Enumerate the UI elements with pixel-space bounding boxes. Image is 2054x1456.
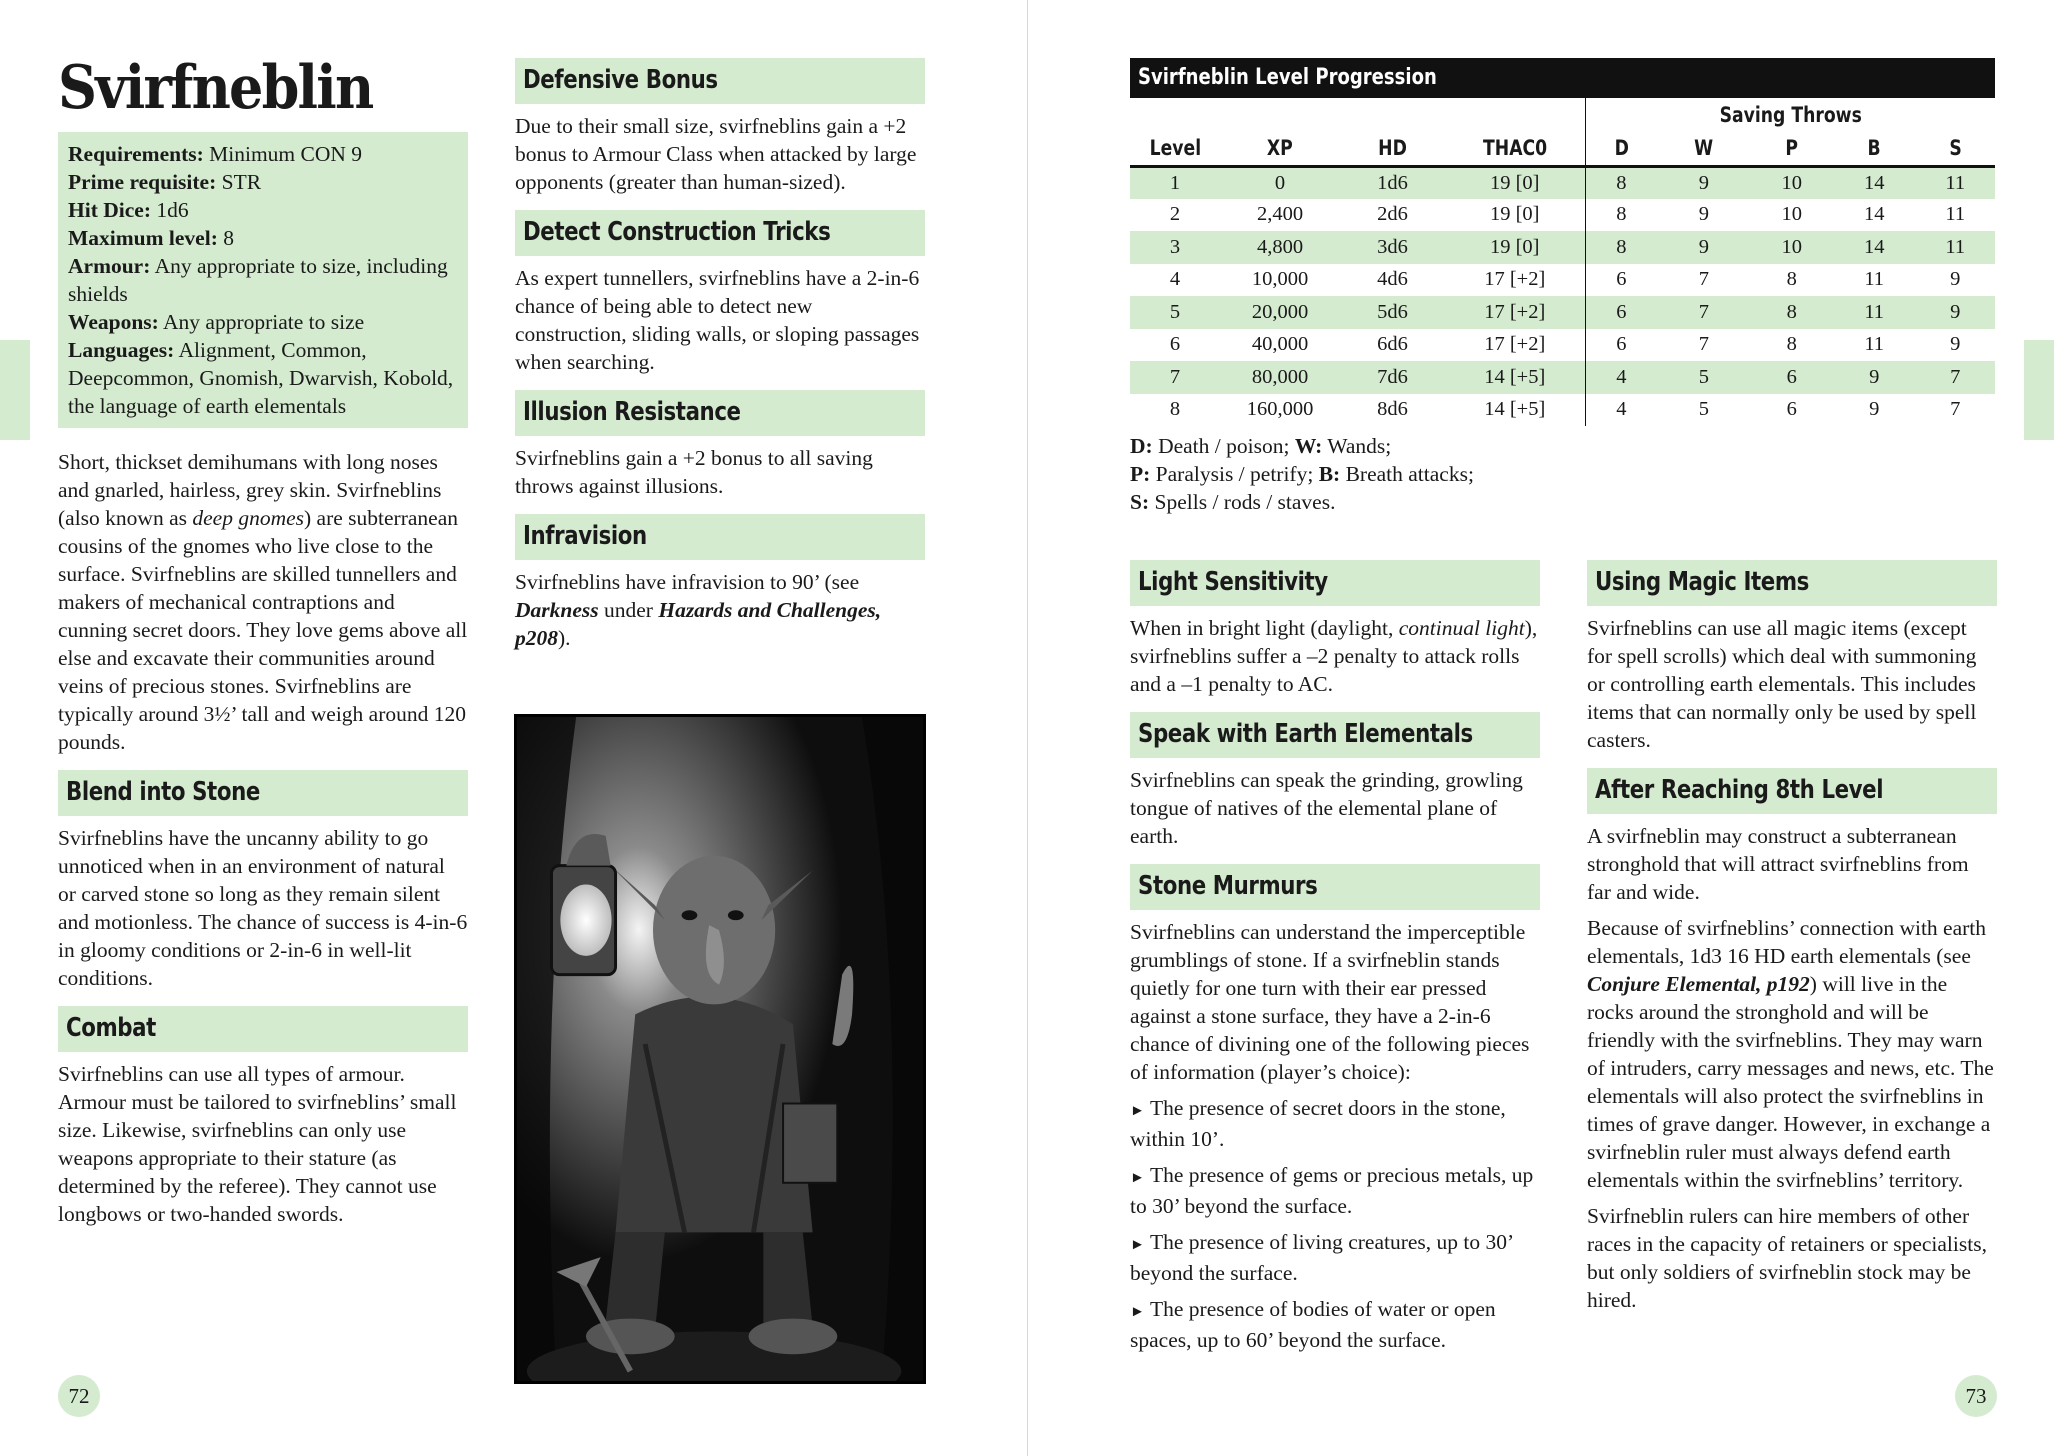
thumb-tab-left: [0, 340, 30, 440]
table-row: [1130, 199, 1995, 232]
table-cell: 160,000: [1246, 398, 1314, 421]
section-header-combat: Combat: [58, 1006, 468, 1052]
svirfneblin-illustration: [514, 714, 926, 1384]
req-line: Maximum level: 8: [68, 226, 234, 250]
table-cell: 9: [1657, 166, 1750, 199]
page-title: Svirfneblin: [58, 53, 373, 123]
req-line: Armour: Any appropriate to size, including shields: [68, 254, 448, 306]
list-item: ► The presence of living creatures, up to 30’ beyond the surface.: [1130, 1230, 1513, 1285]
table-cell: 40,000: [1251, 333, 1309, 356]
table-cell: 17 [+2]: [1484, 268, 1546, 291]
right-column-1: [1130, 560, 1540, 1362]
table-cell: 3: [1130, 231, 1220, 264]
table-cell: 8: [1786, 333, 1797, 356]
section-header-after: After Reaching 8th Level: [1587, 768, 1997, 814]
table-cell: 9: [1950, 268, 1961, 291]
table-cell: 2d6: [1377, 203, 1408, 226]
table-header-group-row: [1130, 98, 1995, 132]
col-header: D: [1585, 132, 1657, 166]
col-header: Level: [1130, 132, 1220, 166]
left-column-2: [515, 58, 925, 660]
table-row: [1130, 166, 1995, 199]
speak-text: Svirfneblins can speak the grinding, growling tongue of natives of the elemental plane of earth.: [1130, 768, 1523, 848]
illusion-text: Svirfneblins gain a +2 bonus to all saving throws against illusions.: [515, 446, 873, 498]
req-line: Languages: Alignment, Common, Deepcommon, Gnomish, Dwarvish, Kobold, the language of earth elementals: [68, 338, 454, 418]
table-cell: 7: [1130, 361, 1220, 394]
magic-text: Svirfneblins can use all magic items (except for spell scrolls) which deal with summoning or controlling earth elementals. This includes items that can normally only be used by spell casters.: [1587, 616, 1977, 752]
page-number-left: 72: [58, 1375, 100, 1417]
req-line: Requirements: Minimum CON 9: [68, 142, 363, 166]
col-header: HD: [1340, 132, 1445, 166]
col-header: W: [1657, 132, 1750, 166]
table-cell: 9: [1869, 398, 1880, 421]
table-cell: 3d6: [1340, 231, 1445, 264]
table-cell: 1: [1130, 166, 1220, 199]
section-header-illusion: Illusion Resistance: [515, 390, 925, 436]
table-cell: 6: [1585, 296, 1657, 329]
table-cell: 8: [1585, 199, 1657, 232]
progression-table: [1130, 98, 1995, 426]
table-cell: 11: [1945, 203, 1966, 226]
col-header: P: [1750, 132, 1833, 166]
table-cell: 5: [1657, 361, 1750, 394]
intro-paragraph: Short, thickset demihumans with long noses and gnarled, hairless, grey skin. Svirfneblins (also known as deep gnomes) are subterranean cousins of the gnomes who live close to the surface. Svirfneblins are skilled tunnellers and makers of mechanical contraptions and cunning secret doors. They love gems above all else and excavate their communities around veins of precious stones. Svirfneblins are typically around 3½’ tall and weigh around 120 pounds.: [58, 450, 468, 754]
list-item: ► The presence of secret doors in the stone, within 10’.: [1130, 1096, 1506, 1151]
table-cell: 11: [1864, 333, 1885, 356]
table-row: [1130, 394, 1995, 427]
combat-text: Svirfneblins can use all types of armour. Armour must be tailored to svirfneblins’ small size. Likewise, svirfneblins can only use weapons appropriate to their stature (as determined by the referee). They cannot use longbows or two-handed swords.: [58, 1062, 457, 1226]
table-cell: 1d6: [1340, 166, 1445, 199]
table-cell: 10: [1750, 231, 1833, 264]
table-cell: 7: [1950, 398, 1961, 421]
table-cell: 4d6: [1377, 268, 1408, 291]
table-cell: 14: [1833, 166, 1916, 199]
table-cell: 6d6: [1377, 333, 1408, 356]
table-cell: 8: [1169, 398, 1181, 421]
table-cell: 8: [1786, 268, 1797, 291]
thumb-tab-right: [2024, 340, 2054, 440]
table-cell: 6: [1750, 361, 1833, 394]
table-cell: 9: [1950, 333, 1961, 356]
table-cell: 11: [1864, 268, 1885, 291]
table-cell: 11: [1833, 296, 1916, 329]
table-header-row: [1130, 132, 1995, 166]
section-header-light: Light Sensitivity: [1130, 560, 1540, 606]
table-row: [1130, 264, 1995, 297]
table-cell: 9: [1698, 203, 1709, 226]
table-cell: 6: [1585, 329, 1657, 362]
table-cell: 8: [1585, 231, 1657, 264]
table-cell: 4: [1585, 394, 1657, 427]
table-cell: 9: [1657, 231, 1750, 264]
list-item: ► The presence of bodies of water or open spaces, up to 60’ beyond the surface.: [1130, 1297, 1496, 1352]
page-number-right: 73: [1955, 1375, 1997, 1417]
table-cell: 11: [1915, 166, 1995, 199]
table-cell: 7: [1657, 296, 1750, 329]
table-cell: 14 [+5]: [1445, 361, 1585, 394]
table-cell: 14 [+5]: [1484, 398, 1546, 421]
table-row: [1130, 231, 1995, 264]
table-cell: 20,000: [1220, 296, 1340, 329]
section-header-infravision: Infravision: [515, 514, 925, 560]
requirements-box: [58, 132, 468, 428]
table-cell: 14: [1863, 203, 1885, 226]
left-column-1: [58, 50, 468, 1236]
table-row: [1130, 361, 1995, 394]
table-cell: 9: [1915, 296, 1995, 329]
section-header-defensive: Defensive Bonus: [515, 58, 925, 104]
list-item: ► The presence of gems or precious metals, up to 30’ beyond the surface.: [1130, 1163, 1534, 1218]
table-cell: 19 [0]: [1489, 203, 1540, 226]
table-cell: 4: [1169, 268, 1181, 291]
table-cell: 14: [1833, 231, 1916, 264]
after-text-1: A svirfneblin may construct a subterranean stronghold that will attract svirfneblins from far and wide.: [1587, 824, 1969, 904]
after-text-2: Because of svirfneblins’ connection with earth elementals, 1d3 16 HD earth elementals (see Conjure Elemental, p192) will live in the rocks around the stronghold and will be friendly with the svirfneblins. They may warn of intruders, carry messages and news, etc. The elementals will also protect the svirfneblins in times of grave danger. However, in exchange a svirfneblin ruler must always defend earth elementals within the svirfneblins’ territory.: [1587, 916, 1994, 1192]
gutter: [1027, 0, 1028, 1456]
saving-throw-legend: D: Death / poison; W: Wands; P: Paralysis / petrify; B: Breath attacks; S: Spells / rods / staves.: [1130, 434, 1474, 514]
table-cell: 2,400: [1256, 203, 1304, 226]
table-cell: 8: [1750, 296, 1833, 329]
req-line: Weapons: Any appropriate to size: [68, 310, 365, 334]
table-cell: 4: [1585, 361, 1657, 394]
table-cell: 8: [1585, 166, 1657, 199]
section-header-magic: Using Magic Items: [1587, 560, 1997, 606]
table-cell: 4,800: [1220, 231, 1340, 264]
right-column-2: [1587, 560, 1997, 1322]
col-header: S: [1915, 132, 1995, 166]
table-cell: 6: [1169, 333, 1181, 356]
table-cell: 5: [1698, 398, 1709, 421]
light-text: When in bright light (daylight, continual light), svirfneblins suffer a –2 penalty to attack rolls and a –1 penalty to AC.: [1130, 616, 1538, 696]
table-cell: 17 [+2]: [1484, 333, 1546, 356]
table-cell: 7d6: [1340, 361, 1445, 394]
table-cell: 10: [1781, 203, 1802, 226]
section-header-speak: Speak with Earth Elementals: [1130, 712, 1540, 758]
level-progression-table: [1130, 58, 1995, 426]
table-cell: 19 [0]: [1445, 166, 1585, 199]
section-header-blend: Blend into Stone: [58, 770, 468, 816]
murmurs-text: Svirfneblins can understand the imperceptible grumblings of stone. If a svirfneblin stands quietly for one turn with their ear pressed against a stone surface, they have a 2-in-6 chance of divining one of the following pieces of information (player’s choice):: [1130, 920, 1530, 1084]
table-cell: 7: [1698, 333, 1709, 356]
table-cell: 9: [1833, 361, 1916, 394]
table-cell: 6: [1786, 398, 1797, 421]
table-cell: 8d6: [1377, 398, 1408, 421]
table-row: [1130, 329, 1995, 362]
table-row: [1130, 296, 1995, 329]
blend-text: Svirfneblins have the uncanny ability to go unnoticed when in an environment of natural or carved stone so long as they remain silent and motionless. The chance of success is 4-in-6 in gloomy conditions or 2-in-6 in well-lit conditions.: [58, 826, 468, 990]
req-line: Prime requisite: STR: [68, 170, 262, 194]
table-cell: 10: [1750, 166, 1833, 199]
section-header-detect: Detect Construction Tricks: [515, 210, 925, 256]
table-cell: 5d6: [1340, 296, 1445, 329]
table-cell: 19 [0]: [1445, 231, 1585, 264]
table-cell: 11: [1915, 231, 1995, 264]
col-header: B: [1833, 132, 1916, 166]
table-cell: 7: [1698, 268, 1709, 291]
defensive-text: Due to their small size, svirfneblins gain a +2 bonus to Armour Class when attacked by large opponents (greater than human-sized).: [515, 114, 917, 194]
infravision-text: Svirfneblins have infravision to 90’ (see Darkness under Hazards and Challenges, p208).: [515, 570, 882, 650]
table-title: Svirfneblin Level Progression: [1130, 58, 1995, 98]
col-header: XP: [1220, 132, 1340, 166]
table-cell: 80,000: [1220, 361, 1340, 394]
section-header-murmurs: Stone Murmurs: [1130, 864, 1540, 910]
col-header: THAC0: [1445, 132, 1585, 166]
detect-text: As expert tunnellers, svirfneblins have a 2-in-6 chance of being able to detect new construction, sliding walls, or sloping passages when searching.: [515, 266, 920, 374]
after-text-3: Svirfneblin rulers can hire members of other races in the capacity of retainers or specialists, but only soldiers of svirfneblin stock may be hired.: [1587, 1204, 1987, 1312]
table-cell: 6: [1585, 264, 1657, 297]
table-cell: 0: [1220, 166, 1340, 199]
table-cell: 17 [+2]: [1445, 296, 1585, 329]
table-cell: 5: [1130, 296, 1220, 329]
table-cell: 10,000: [1251, 268, 1309, 291]
req-line: Hit Dice: 1d6: [68, 198, 189, 222]
saving-throws-header: Saving Throws: [1585, 98, 1995, 132]
table-cell: 7: [1915, 361, 1995, 394]
table-cell: 2: [1169, 203, 1181, 226]
